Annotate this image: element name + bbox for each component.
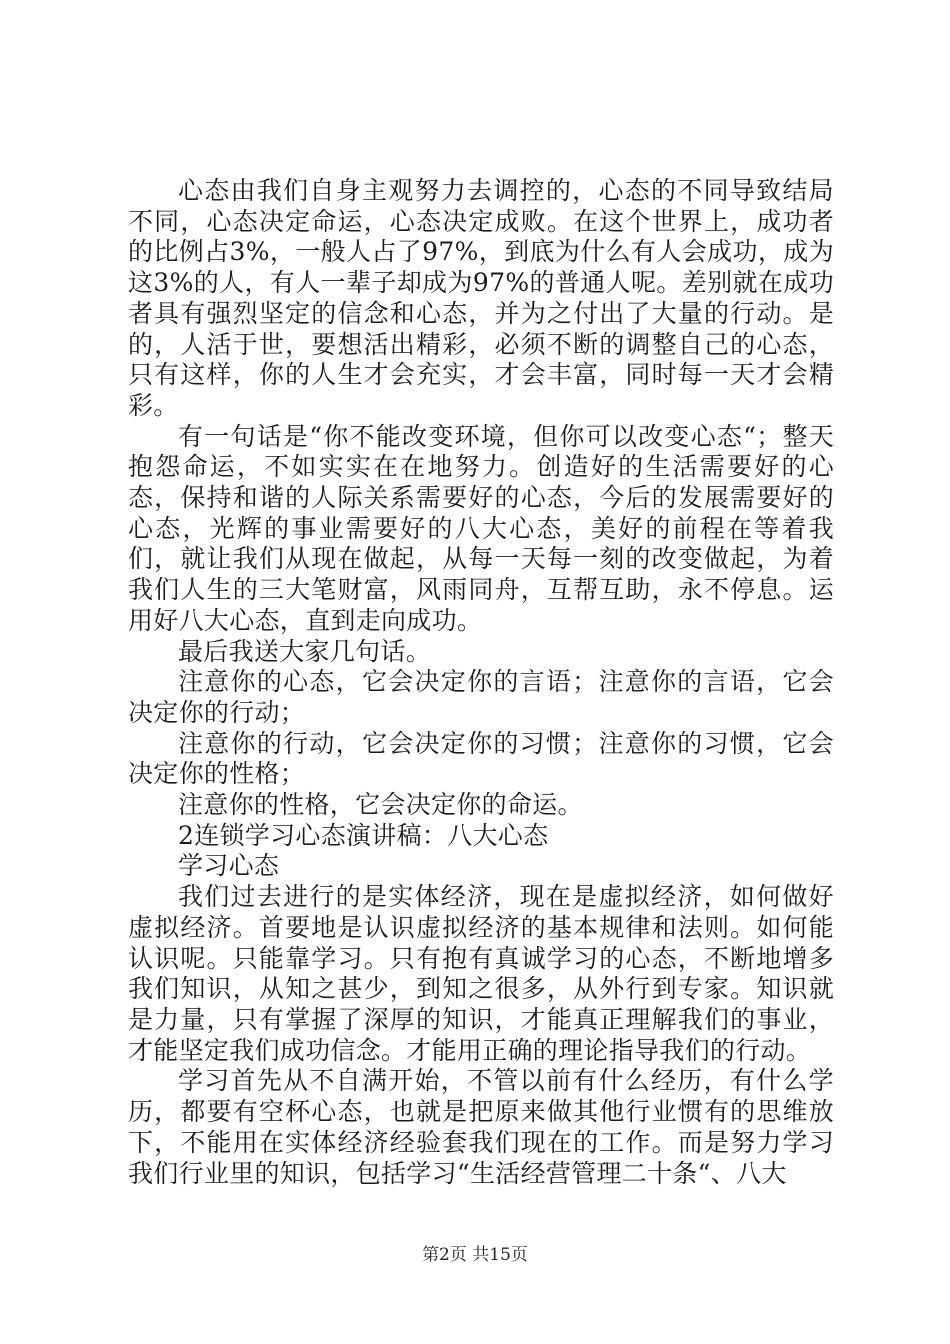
paragraph-quote-1: 注意你的心态，它会决定你的言语；注意你的言语，它会决定你的行动； (128, 667, 834, 727)
paragraph-virtual-economy: 我们过去进行的是实体经济，现在是虚拟经济，如何做好虚拟经济。首要地是认识虚拟经济的基本规律和法则。如何能认识呢。只能靠学习。只有抱有真诚学习的心态，不断地增多我们知识，从知之甚少，到知之很多，从外行到专家。知识就是力量，只有掌握了深厚的知识，才能真正理解我们的事业，才能坚定我们成功信念。才能用正确的理论指导我们的行动。 (128, 882, 834, 1065)
paragraph-closing-words: 最后我送大家几句话。 (178, 636, 432, 666)
subsection-title: 学习心态 (178, 851, 280, 881)
paragraph-learning-humility: 学习首先从不自满开始，不管以前有什么经历，有什么学历，都要有空杯心态，也就是把原来做其他行业惯有的思维放下，不能用在实体经济经验套我们现在的工作。而是努力学习我们行业里的知识，包括学习“生活经营管理二十条“、八大 (128, 1066, 834, 1188)
paragraph-quote-3: 注意你的性格，它会决定你的命运。 (178, 790, 583, 820)
document-body (128, 176, 834, 1189)
section-title: 2连锁学习心态演讲稿：八大心态 (178, 820, 549, 850)
paragraph-quote-2: 注意你的行动，它会决定你的习惯；注意你的习惯，它会决定你的性格； (128, 728, 834, 789)
paragraph-change-mindset: 有一句话是“你不能改变环境，但你可以改变心态“；整天抱怨命运，不如实实在在地努力。创造好的生活需要好的心态，保持和谐的人际关系需要好的心态，今后的发展需要好的心态，光辉的事业需要好的八大心态，美好的前程在等着我们，就让我们从现在做起，从每一天每一刻的改变做起，为着我们人生的三大笔财富，风雨同舟，互帮互助，永不停息。运用好八大心态，直到走向成功。 (128, 421, 834, 635)
paragraph-mindset-determines-fate: 心态由我们自身主观努力去调控的，心态的不同导致结局不同，心态决定命运，心态决定成败。在这个世界上，成功者的比例占3%，一般人占了97%，到底为什么有人会成功，成为这3%的人，有人一辈子却成为97%的普通人呢。差别就在成功者具有强烈坚定的信念和心态，并为之付出了大量的行动。是的，人活于世，要想活出精彩，必须不断的调整自己的心态，只有这样，你的人生才会充实，才会丰富，同时每一天才会精彩。 (128, 176, 834, 420)
page-number-footer: 第2页 共15页 (422, 1245, 528, 1265)
